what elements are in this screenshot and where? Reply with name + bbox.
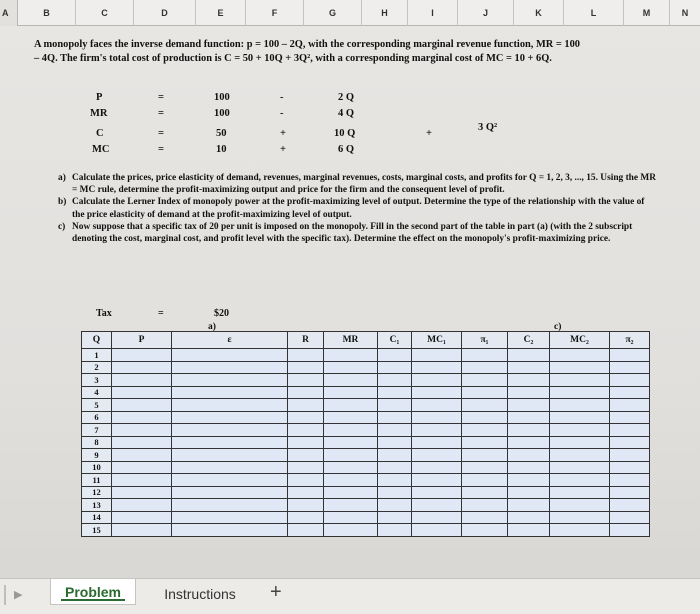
table-cell[interactable] — [412, 449, 462, 462]
column-header-m[interactable]: M — [624, 0, 670, 26]
table-cell[interactable] — [378, 361, 412, 374]
table-cell[interactable] — [462, 499, 508, 512]
table-cell[interactable] — [508, 524, 550, 537]
tab-instructions-label: Instructions — [164, 586, 236, 602]
table-cell[interactable] — [462, 449, 508, 462]
table-cell[interactable] — [610, 511, 650, 524]
def-operator: - — [280, 108, 284, 119]
table-cell[interactable] — [462, 374, 508, 387]
table-cell[interactable] — [172, 511, 288, 524]
table-cell[interactable] — [610, 461, 650, 474]
def-equals: = — [158, 108, 164, 119]
table-cell[interactable] — [288, 499, 324, 512]
table-cell[interactable] — [112, 524, 172, 537]
table-header-row — [82, 332, 650, 349]
table-cell[interactable] — [112, 374, 172, 387]
table-cell[interactable] — [378, 449, 412, 462]
table-cell[interactable] — [378, 349, 412, 362]
table-cell[interactable] — [412, 486, 462, 499]
table-cell[interactable] — [324, 499, 378, 512]
table-cell[interactable] — [550, 349, 610, 362]
tab-problem[interactable] — [50, 579, 136, 605]
table-cell[interactable] — [550, 386, 610, 399]
table-cell[interactable] — [412, 386, 462, 399]
quantity-cell[interactable]: 4 — [82, 386, 112, 399]
table-cell[interactable] — [112, 349, 172, 362]
table-header-cell[interactable]: C₂ — [508, 332, 550, 349]
column-header-g[interactable]: G — [304, 0, 362, 26]
quantity-cell[interactable]: 7 — [82, 424, 112, 437]
column-header-k[interactable]: K — [514, 0, 564, 26]
table-cell[interactable] — [172, 411, 288, 424]
tab-bar-divider — [4, 585, 6, 605]
table-cell[interactable] — [508, 511, 550, 524]
table-header-cell[interactable]: ε — [172, 332, 288, 349]
table-cell[interactable] — [610, 486, 650, 499]
table-cell[interactable] — [610, 361, 650, 374]
quantity-cell[interactable]: 14 — [82, 511, 112, 524]
table-cell[interactable] — [378, 486, 412, 499]
question-c — [58, 221, 658, 245]
table-cell[interactable] — [112, 386, 172, 399]
table-cell[interactable] — [462, 399, 508, 412]
quantity-cell[interactable]: 10 — [82, 461, 112, 474]
tax-value: $20 — [214, 308, 229, 319]
table-cell[interactable] — [462, 511, 508, 524]
table-row[interactable] — [82, 524, 650, 537]
table-cell[interactable] — [412, 349, 462, 362]
table-cell[interactable] — [324, 524, 378, 537]
table-cell[interactable] — [172, 386, 288, 399]
function-definitions — [18, 92, 700, 162]
table-body[interactable] — [82, 349, 650, 537]
table-cell[interactable] — [324, 474, 378, 487]
def-operator: - — [280, 92, 284, 103]
table-cell[interactable] — [412, 524, 462, 537]
table-row[interactable] — [82, 399, 650, 412]
table-cell[interactable] — [378, 499, 412, 512]
table-cell[interactable] — [412, 411, 462, 424]
table-cell[interactable] — [288, 374, 324, 387]
table-cell[interactable] — [412, 474, 462, 487]
table-row[interactable] — [82, 386, 650, 399]
section-mark-a: a) — [208, 322, 216, 332]
table-cell[interactable] — [324, 461, 378, 474]
table-cell[interactable] — [412, 461, 462, 474]
intro-line-1: A monopoly faces the inverse demand function: p = 100 – 2Q, with the corresponding marginal revenue function, MR = 100 — [34, 39, 580, 50]
def-term-2: 3 Q² — [478, 122, 498, 133]
quantity-cell[interactable]: 1 — [82, 349, 112, 362]
table-cell[interactable] — [610, 449, 650, 462]
def-term: 4 Q — [338, 108, 355, 119]
table-cell[interactable] — [610, 399, 650, 412]
column-header-i[interactable]: I — [408, 0, 458, 26]
table-header-cell[interactable]: MC₁ — [412, 332, 462, 349]
table-cell[interactable] — [412, 374, 462, 387]
table-cell[interactable] — [172, 361, 288, 374]
table-cell[interactable] — [508, 461, 550, 474]
table-cell[interactable] — [610, 474, 650, 487]
quantity-cell[interactable]: 3 — [82, 374, 112, 387]
table-cell[interactable] — [462, 474, 508, 487]
tab-instructions[interactable] — [150, 583, 250, 605]
table-cell[interactable] — [324, 511, 378, 524]
problem-intro — [34, 38, 674, 66]
column-header-n[interactable]: N — [681, 8, 689, 18]
table-cell[interactable] — [610, 436, 650, 449]
question-list — [58, 172, 658, 245]
table-row[interactable] — [82, 449, 650, 462]
quantity-cell[interactable]: 6 — [82, 411, 112, 424]
table-cell[interactable] — [508, 361, 550, 374]
table-cell[interactable] — [550, 411, 610, 424]
column-header-a[interactable]: A — [2, 8, 9, 18]
table-cell[interactable] — [288, 449, 324, 462]
table-cell[interactable] — [324, 374, 378, 387]
section-mark-c: c) — [554, 322, 562, 332]
table-cell[interactable] — [462, 461, 508, 474]
table-cell[interactable] — [550, 424, 610, 437]
column-header-bar — [0, 0, 700, 26]
table-header-cell[interactable]: π₂ — [610, 332, 650, 349]
table-row[interactable] — [82, 349, 650, 362]
table-row[interactable] — [82, 424, 650, 437]
table-cell[interactable] — [172, 499, 288, 512]
table-cell[interactable] — [172, 399, 288, 412]
table-cell[interactable] — [288, 386, 324, 399]
column-header-c[interactable]: C — [76, 0, 134, 26]
table-cell[interactable] — [550, 474, 610, 487]
table-cell[interactable] — [112, 511, 172, 524]
sheet-content[interactable] — [18, 26, 700, 578]
column-header-j[interactable]: J — [458, 0, 514, 26]
table-row[interactable] — [82, 411, 650, 424]
table-cell[interactable] — [288, 511, 324, 524]
column-header-d[interactable]: D — [134, 0, 196, 26]
def-operator-2: + — [426, 128, 432, 139]
table-cell[interactable] — [324, 386, 378, 399]
table-cell[interactable] — [550, 524, 610, 537]
add-sheet-button[interactable]: + — [270, 581, 282, 603]
table-cell[interactable] — [508, 436, 550, 449]
def-term: 10 Q — [334, 128, 356, 139]
table-cell[interactable] — [378, 374, 412, 387]
question-a — [58, 172, 658, 196]
table-header-cell[interactable]: R — [288, 332, 324, 349]
table-cell[interactable] — [610, 411, 650, 424]
table-cell[interactable] — [378, 399, 412, 412]
def-term: 2 Q — [338, 92, 355, 103]
table-cell[interactable] — [112, 461, 172, 474]
column-header-e[interactable]: E — [196, 0, 246, 26]
table-cell[interactable] — [172, 374, 288, 387]
question-letter: c) — [58, 221, 66, 232]
table-cell[interactable] — [172, 424, 288, 437]
table-cell[interactable] — [378, 436, 412, 449]
quantity-cell[interactable]: 9 — [82, 449, 112, 462]
table-cell[interactable] — [288, 461, 324, 474]
table-cell[interactable] — [508, 411, 550, 424]
table-cell[interactable] — [172, 524, 288, 537]
table-cell[interactable] — [288, 474, 324, 487]
def-label: C — [96, 128, 104, 139]
quantity-cell[interactable]: 13 — [82, 499, 112, 512]
table-cell[interactable] — [324, 449, 378, 462]
table-cell[interactable] — [508, 424, 550, 437]
table-cell[interactable] — [378, 461, 412, 474]
table-cell[interactable] — [550, 436, 610, 449]
table-cell[interactable] — [112, 474, 172, 487]
table-cell[interactable] — [324, 361, 378, 374]
table-cell[interactable] — [508, 399, 550, 412]
def-equals: = — [158, 144, 164, 155]
table-row[interactable] — [82, 374, 650, 387]
table-cell[interactable] — [550, 486, 610, 499]
question-text: Calculate the prices, price elasticity of demand, revenues, marginal revenues, costs, marginal costs, and profits for Q = 1, 2, 3, ..., 15. Using the MR = MC rule, determine the profit-maximizing output and price for the firm and the consequent level of profit. — [72, 173, 657, 196]
table-cell[interactable] — [112, 486, 172, 499]
table-cell[interactable] — [172, 349, 288, 362]
table-cell[interactable] — [288, 349, 324, 362]
table-cell[interactable] — [172, 436, 288, 449]
quantity-cell[interactable]: 5 — [82, 399, 112, 412]
table-cell[interactable] — [550, 449, 610, 462]
scroll-tabs-right-icon[interactable]: ▶ — [14, 589, 23, 601]
table-cell[interactable] — [610, 349, 650, 362]
def-label: MR — [90, 108, 108, 119]
table-cell[interactable] — [462, 424, 508, 437]
table-header-cell[interactable]: Q — [82, 332, 112, 349]
question-letter: a) — [58, 173, 66, 183]
tab-problem-label: Problem — [64, 583, 121, 600]
table-cell[interactable] — [412, 399, 462, 412]
tax-label: Tax — [96, 308, 112, 319]
table-cell[interactable] — [324, 424, 378, 437]
table-cell[interactable] — [112, 499, 172, 512]
table-cell[interactable] — [508, 474, 550, 487]
table-cell[interactable] — [508, 449, 550, 462]
table-cell[interactable] — [288, 399, 324, 412]
table-cell[interactable] — [324, 349, 378, 362]
question-b — [58, 196, 658, 220]
table-cell[interactable] — [112, 424, 172, 437]
table-row[interactable] — [82, 486, 650, 499]
table-cell[interactable] — [324, 399, 378, 412]
table-row[interactable] — [82, 511, 650, 524]
table-cell[interactable] — [112, 449, 172, 462]
column-header-l[interactable]: L — [564, 0, 624, 26]
table-cell[interactable] — [172, 461, 288, 474]
table-header-cell[interactable]: MR — [324, 332, 378, 349]
table-cell[interactable] — [462, 486, 508, 499]
table-cell[interactable] — [508, 349, 550, 362]
table-cell[interactable] — [288, 424, 324, 437]
table-row[interactable] — [82, 461, 650, 474]
table-cell[interactable] — [550, 499, 610, 512]
table-cell[interactable] — [288, 361, 324, 374]
table-cell[interactable] — [378, 474, 412, 487]
table-cell[interactable] — [508, 374, 550, 387]
table-cell[interactable] — [550, 399, 610, 412]
table-cell[interactable] — [112, 361, 172, 374]
question-text: Now suppose that a specific tax of 20 per unit is imposed on the monopoly. Fill in the second part of the table in part (a) (with the 2 subscript denoting the cost, marginal cost, and profit level with the specific tax). Determine the effect on the monopoly's profit-maximizing price. — [72, 221, 633, 245]
table-cell[interactable] — [462, 349, 508, 362]
quantity-cell[interactable]: 8 — [82, 436, 112, 449]
table-cell[interactable] — [610, 424, 650, 437]
table-header-cell[interactable]: P — [112, 332, 172, 349]
def-term: 6 Q — [338, 144, 355, 155]
table-cell[interactable] — [288, 486, 324, 499]
def-label: MC — [92, 144, 110, 155]
quantity-cell[interactable]: 2 — [82, 361, 112, 374]
quantity-cell[interactable]: 11 — [82, 474, 112, 487]
def-value: 100 — [214, 108, 230, 119]
def-operator: + — [280, 144, 286, 155]
table-cell[interactable] — [412, 424, 462, 437]
table-header-cell[interactable]: MC₂ — [550, 332, 610, 349]
table-cell[interactable] — [508, 386, 550, 399]
intro-line-2: – 4Q. The firm's total cost of production is C = 50 + 10Q + 3Q², with a corresponding marginal cost of MC = 10 + 6Q. — [34, 53, 552, 64]
tax-equals: = — [158, 308, 164, 319]
table-cell[interactable] — [610, 374, 650, 387]
data-table[interactable] — [81, 331, 650, 537]
def-equals: = — [158, 92, 164, 103]
table-cell[interactable] — [378, 511, 412, 524]
table-cell[interactable] — [462, 436, 508, 449]
table-cell[interactable] — [610, 499, 650, 512]
table-cell[interactable] — [288, 524, 324, 537]
table-cell[interactable] — [324, 436, 378, 449]
table-cell[interactable] — [462, 524, 508, 537]
table-cell[interactable] — [462, 386, 508, 399]
column-header-f[interactable]: F — [246, 0, 304, 26]
table-cell[interactable] — [412, 361, 462, 374]
table-cell[interactable] — [550, 361, 610, 374]
table-cell[interactable] — [378, 524, 412, 537]
table-cell[interactable] — [412, 499, 462, 512]
quantity-cell[interactable]: 15 — [82, 524, 112, 537]
table-row[interactable] — [82, 436, 650, 449]
table-cell[interactable] — [324, 411, 378, 424]
table-cell[interactable] — [288, 436, 324, 449]
question-text: Calculate the Lerner Index of monopoly power at the profit-maximizing level of output. Determine the type of the relationship with the value of the price elasticity of demand at the profit-maximizing level of output. — [72, 197, 645, 220]
def-operator: + — [280, 128, 286, 139]
table-cell[interactable] — [172, 474, 288, 487]
active-tab-underline — [61, 599, 125, 601]
question-letter: b) — [58, 197, 67, 208]
table-cell[interactable] — [112, 399, 172, 412]
table-cell[interactable] — [508, 486, 550, 499]
table-header-cell[interactable]: C₁ — [378, 332, 412, 349]
def-value: 10 — [216, 144, 227, 155]
table-cell[interactable] — [462, 361, 508, 374]
def-value: 100 — [214, 92, 230, 103]
table-cell[interactable] — [610, 524, 650, 537]
def-label: P — [96, 92, 103, 103]
table-cell[interactable] — [550, 511, 610, 524]
table-row[interactable] — [82, 361, 650, 374]
def-equals: = — [158, 128, 164, 139]
table-cell[interactable] — [412, 436, 462, 449]
table-cell[interactable] — [112, 411, 172, 424]
table-row[interactable] — [82, 474, 650, 487]
table-cell[interactable] — [412, 511, 462, 524]
table-cell[interactable] — [550, 374, 610, 387]
table-cell[interactable] — [378, 424, 412, 437]
table-cell[interactable] — [610, 386, 650, 399]
table-cell[interactable] — [508, 499, 550, 512]
table-cell[interactable] — [172, 486, 288, 499]
table-cell[interactable] — [172, 449, 288, 462]
column-header-h[interactable]: H — [362, 0, 408, 26]
table-header-cell[interactable]: π₁ — [462, 332, 508, 349]
table-cell[interactable] — [288, 411, 324, 424]
table-cell[interactable] — [112, 436, 172, 449]
column-header-b[interactable]: B — [18, 0, 76, 26]
def-value: 50 — [216, 128, 227, 139]
table-cell[interactable] — [324, 486, 378, 499]
table-cell[interactable] — [378, 411, 412, 424]
table-cell[interactable] — [550, 461, 610, 474]
table-cell[interactable] — [378, 386, 412, 399]
table-header — [82, 332, 650, 349]
table-row[interactable] — [82, 499, 650, 512]
table-cell[interactable] — [462, 411, 508, 424]
sheet-tab-bar — [0, 578, 700, 614]
quantity-cell[interactable]: 12 — [82, 486, 112, 499]
tax-row — [18, 308, 700, 322]
